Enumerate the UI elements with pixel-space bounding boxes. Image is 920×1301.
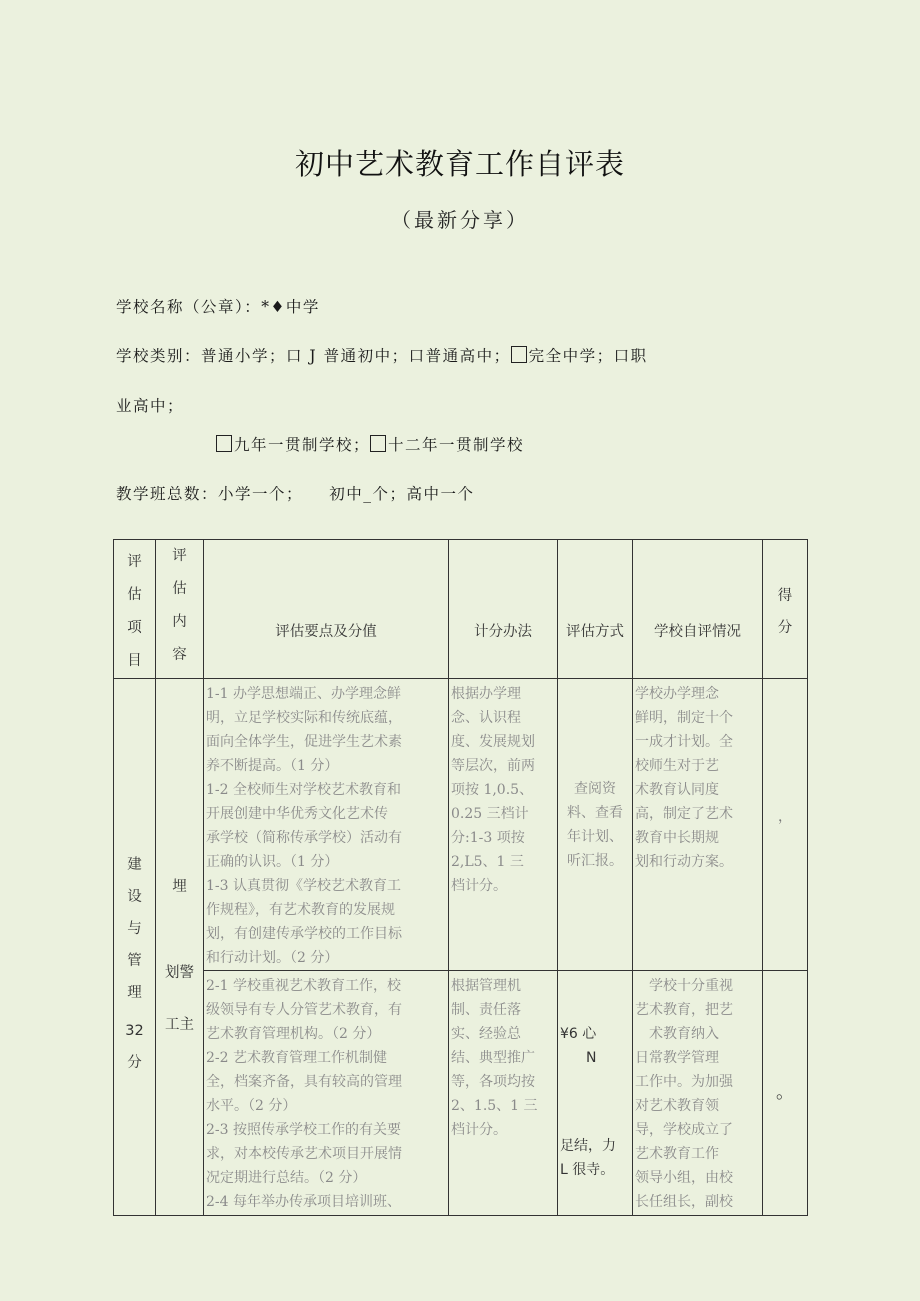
table-row xyxy=(114,971,808,1216)
row1-method: 查阅资 料、查看 年计划、 听汇报。 xyxy=(567,781,623,869)
row1-score-cell xyxy=(763,679,808,971)
row2-self-eval-cell xyxy=(633,971,763,1216)
row2-points: 2-1 学校重视艺术教育工作，校 级领导有专人分管艺术教育，有 艺术教育管理机构。（2 分） 2-2 艺术教育管理工作机制健 全，档案齐备，具有较高的管理 水平。（2 分） 2-3 按照传承学校工作的有关要 求，对本校传承艺术项目开展情 况定期进行总结。（2 分） 2-4 每年举办传承项目培训班、 xyxy=(206,978,402,1210)
header-score: 得 分 xyxy=(763,540,808,679)
school-type-line xyxy=(116,344,648,366)
school-type-extra-line xyxy=(216,433,524,455)
evaluation-table xyxy=(113,539,808,1216)
item-label-cell: 建 设 与 管 理 32 分 xyxy=(114,679,156,1216)
row2-scoring-cell xyxy=(449,971,558,1216)
class-total-line: 教学班总数：小学一个； 初中_个；高中一个 xyxy=(116,485,475,503)
nine-year-label: 九年一贯制学校； xyxy=(234,436,371,454)
table-row xyxy=(114,679,808,971)
header-content: 评 估 内 容 xyxy=(156,540,204,679)
row1-self-eval-cell xyxy=(633,679,763,971)
row1-points-cell xyxy=(204,679,449,971)
header-scoring: 计分办法 xyxy=(449,540,558,679)
document-title: 初中艺术教育工作自评表 xyxy=(294,147,625,181)
row2-score-cell xyxy=(763,971,808,1216)
row1-scoring: 根据办学理 念、认识程 度、发展规划 等层次，前两 项按 1,0.5、 0.25 三档计 分:1-3 项按 2,L5、1 三 档计分。 xyxy=(451,686,535,894)
row1-points: 1-1 办学思想端正、办学理念鲜 明，立足学校实际和传统底蕴， 面向全体学生，促进学生艺术素 养不断提高。（1 分） 1-2 全校师生对学校艺术教育和 开展创建中华优秀文化艺术传 承学校（简称传承学校）活动有 正确的认识。（1 分） 1-3 认真贯彻《学校艺术教育工 作规程》，有艺术教育的发展规 划，有创建传承学校的工作目标 和行动计划。（2 分） xyxy=(206,686,402,966)
document-subtitle: （最新分享） xyxy=(391,208,529,232)
header-self-eval: 学校自评情况 xyxy=(633,540,763,679)
row2-score: 。 xyxy=(776,1082,794,1103)
checkbox-nine-year[interactable] xyxy=(216,435,232,452)
checkbox-twelve-year[interactable] xyxy=(370,435,386,452)
row2-self-eval: 学校十分重视 艺术教育，把艺 术教育纳入 日常教学管理 工作中。为加强 对艺术教育领 导，学校成立了 艺术教育工作 领导小组，由校 长任组长，副校 xyxy=(635,978,733,1210)
school-type-complete: 完全中学；口职 xyxy=(528,347,648,365)
checkbox-complete-middle[interactable] xyxy=(511,346,527,363)
school-type-cont-line: 业高中； xyxy=(116,397,185,415)
school-type-prefix: 学校类别：普通小学；口 J 普通初中；口普通高中； xyxy=(116,347,511,365)
header-item: 评 估 项 目 xyxy=(114,540,156,679)
row2-scoring: 根据管理机 制、责任落 实、经验总 结、典型推广 等，各项均按 2、1.5、1 三 档计分。 xyxy=(451,978,538,1138)
content-label-cell: 埋 划警 工主 xyxy=(156,679,204,1216)
header-points: 评估要点及分值 xyxy=(204,540,449,679)
twelve-year-label: 十二年一贯制学校 xyxy=(388,436,525,454)
row2-method-cell xyxy=(558,971,633,1216)
row2-points-cell xyxy=(204,971,449,1216)
row1-method-cell xyxy=(558,679,633,971)
row1-scoring-cell xyxy=(449,679,558,971)
table-header-row xyxy=(114,540,808,679)
row2-method: ¥6 心 N 足结，力 L 很寺。 xyxy=(560,1026,616,1178)
row1-self-eval: 学校办学理念 鲜明，制定十个 一成才计划。全 校师生对于艺 术教育认同度 高，制定了艺术 教育中长期规 划和行动方案。 xyxy=(635,686,733,870)
header-method: 评估方式 xyxy=(558,540,633,679)
row1-score: ， xyxy=(778,809,792,825)
school-name-line: 学校名称（公章）：*♦中学 xyxy=(116,298,320,316)
